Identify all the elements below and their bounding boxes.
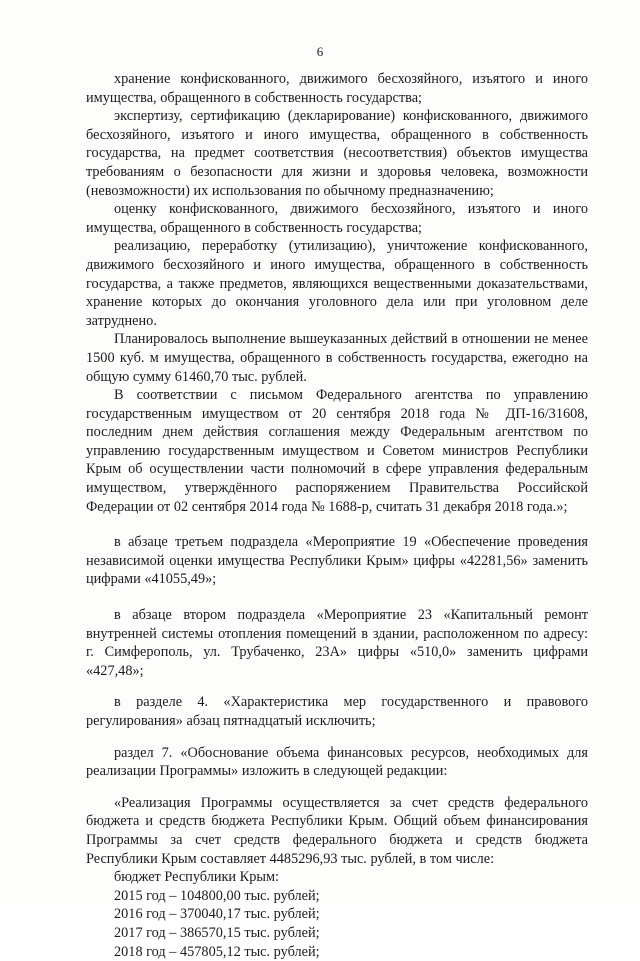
budget-year-2015: 2015 год – 104800,00 тыс. рублей; <box>114 887 320 904</box>
document-body <box>86 70 588 961</box>
paragraph-measure-19: в абзаце третьем подраздела «Мероприятие 19 «Обеспечение проведения независимой оценки имущества Республики Крым» цифры «42281,56» заменить цифрами «41055,49»; <box>86 534 588 588</box>
budget-list <box>86 868 588 961</box>
budget-year-2017: 2017 год – 386570,15 тыс. рублей; <box>114 924 320 941</box>
paragraph-planned-volume: Планировалось выполнение вышеуказанных действий в отношении не менее 1500 куб. м имущества, обращенного в собственность государства, ежегодно на общую сумму 61460,70 тыс. рублей. <box>86 331 588 385</box>
budget-heading: бюджет Республики Крым: <box>114 869 279 886</box>
budget-year-2018: 2018 год – 457805,12 тыс. рублей; <box>114 943 320 960</box>
paragraph-section-4: в разделе 4. «Характеристика мер государственного и правового регулирования» абзац пятнадцатый исключить; <box>86 694 588 729</box>
paragraph-valuation: оценку конфискованного, движимого бесхозяйного, изъятого и иного имущества, обращенного в собственность государства; <box>86 201 588 236</box>
paragraph-section-7: раздел 7. «Обоснование объема финансовых ресурсов, необходимых для реализации Программы» изложить в следующей редакции: <box>86 744 588 780</box>
paragraph-measure-23: в абзаце втором подраздела «Мероприятие 23 «Капитальный ремонт внутренней системы отопления помещений в здании, расположенном по адресу: г. Симферополь, ул. Трубаченко, 23А» цифры «510,0» заменить цифрами «427,48»; <box>86 607 588 679</box>
budget-year-2016: 2016 год – 370040,17 тыс. рублей; <box>114 906 320 923</box>
paragraph-expertise: экспертизу, сертификацию (декларирование) конфискованного, движимого бесхозяйного, изъятого и иного имущества, обращенного в собственность государства, на предмет соответствия (несоответствия) объектов имущества требованиям о безопасности для жизни и здоровья человека, возможности (невозможности) их использования по обычному предназначению; <box>86 108 588 199</box>
paragraph-realization: реализацию, переработку (утилизацию), уничтожение конфискованного, движимого бесхозяйного и иного имущества, обращенного в собственность государства, а также предметов, являющихся вещественными доказательствами, хранение которых до окончания уголовного дела или при уголовном деле затруднено. <box>86 238 588 329</box>
page-number: 6 <box>316 44 324 59</box>
paragraph-agency-letter: В соответствии с письмом Федерального агентства по управлению государственным имуществом от 20 сентября 2018 года № ДП-16/31608, последним днем действия соглашения между Федеральным агентством по управлению государственным имуществом и Советом министров Республики Крым об осуществлении части полномочий в сфере управления федеральным имуществом, утверждённого распоряжением Правительства Российской Федерации от 02 сентября 2014 года № 1688-р, считать 31 декабря 2018 года.»; <box>86 387 588 515</box>
paragraph-storage: хранение конфискованного, движимого бесхозяйного, изъятого и иного имущества, обращенного в собственность государства; <box>86 71 588 106</box>
paragraph-financing: «Реализация Программы осуществляется за счет средств федерального бюджета и средств бюджета Республики Крым. Общий объем финансирования Программы за счет средств федерального бюджета и средств бюджета Республики Крым составляет 4485296,93 тыс. рублей, в том числе: <box>86 794 588 867</box>
